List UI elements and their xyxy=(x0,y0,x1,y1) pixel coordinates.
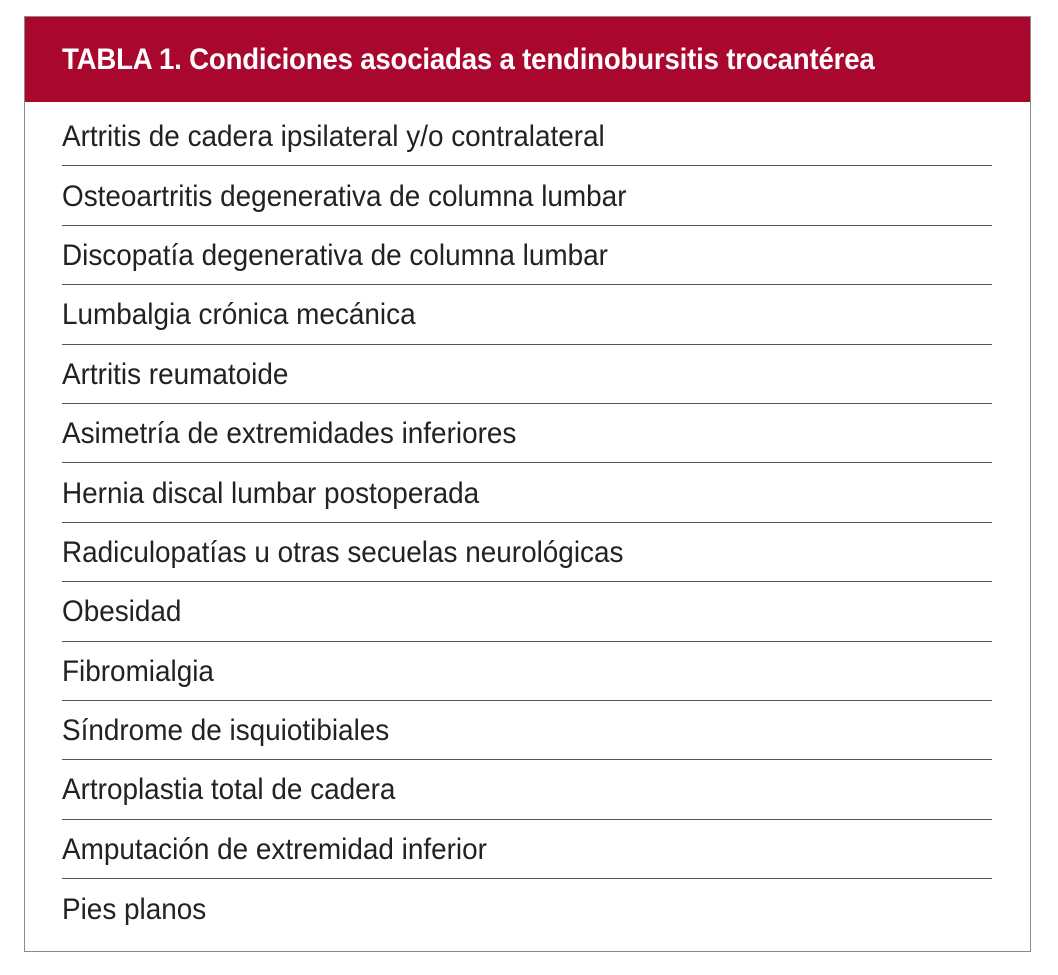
row-label: Artritis reumatoide xyxy=(62,357,289,391)
table-row xyxy=(62,404,992,463)
table-row xyxy=(62,285,992,344)
table-row xyxy=(62,226,992,285)
row-label: Lumbalgia crónica mecánica xyxy=(62,298,416,332)
table-header xyxy=(25,17,1030,102)
row-label: Pies planos xyxy=(62,892,207,926)
row-label: Artroplastia total de cadera xyxy=(62,773,396,807)
row-label: Amputación de extremidad inferior xyxy=(62,832,487,866)
row-label: Síndrome de isquiotibiales xyxy=(62,714,390,748)
row-label: Discopatía degenerativa de columna lumbar xyxy=(62,238,608,272)
row-label: Artritis de cadera ipsilateral y/o contralateral xyxy=(62,120,605,154)
row-label: Fibromialgia xyxy=(62,654,214,688)
table-title: TABLA 1. Condiciones asociadas a tendinobursitis trocantérea xyxy=(62,42,875,76)
row-label: Osteoartritis degenerativa de columna lumbar xyxy=(62,179,627,213)
table-row xyxy=(62,879,992,938)
table-row xyxy=(62,701,992,760)
table-row xyxy=(62,642,992,701)
table-row xyxy=(62,345,992,404)
condition-list xyxy=(62,107,992,938)
table-row xyxy=(62,166,992,225)
table-row xyxy=(62,107,992,166)
table-row xyxy=(62,760,992,819)
row-label: Obesidad xyxy=(62,595,182,629)
table-container xyxy=(24,16,1031,952)
row-label: Radiculopatías u otras secuelas neurológicas xyxy=(62,535,624,569)
table-row xyxy=(62,463,992,522)
row-label: Asimetría de extremidades inferiores xyxy=(62,417,517,451)
table-row xyxy=(62,582,992,641)
row-label: Hernia discal lumbar postoperada xyxy=(62,476,480,510)
table-row xyxy=(62,820,992,879)
table-row xyxy=(62,523,992,582)
